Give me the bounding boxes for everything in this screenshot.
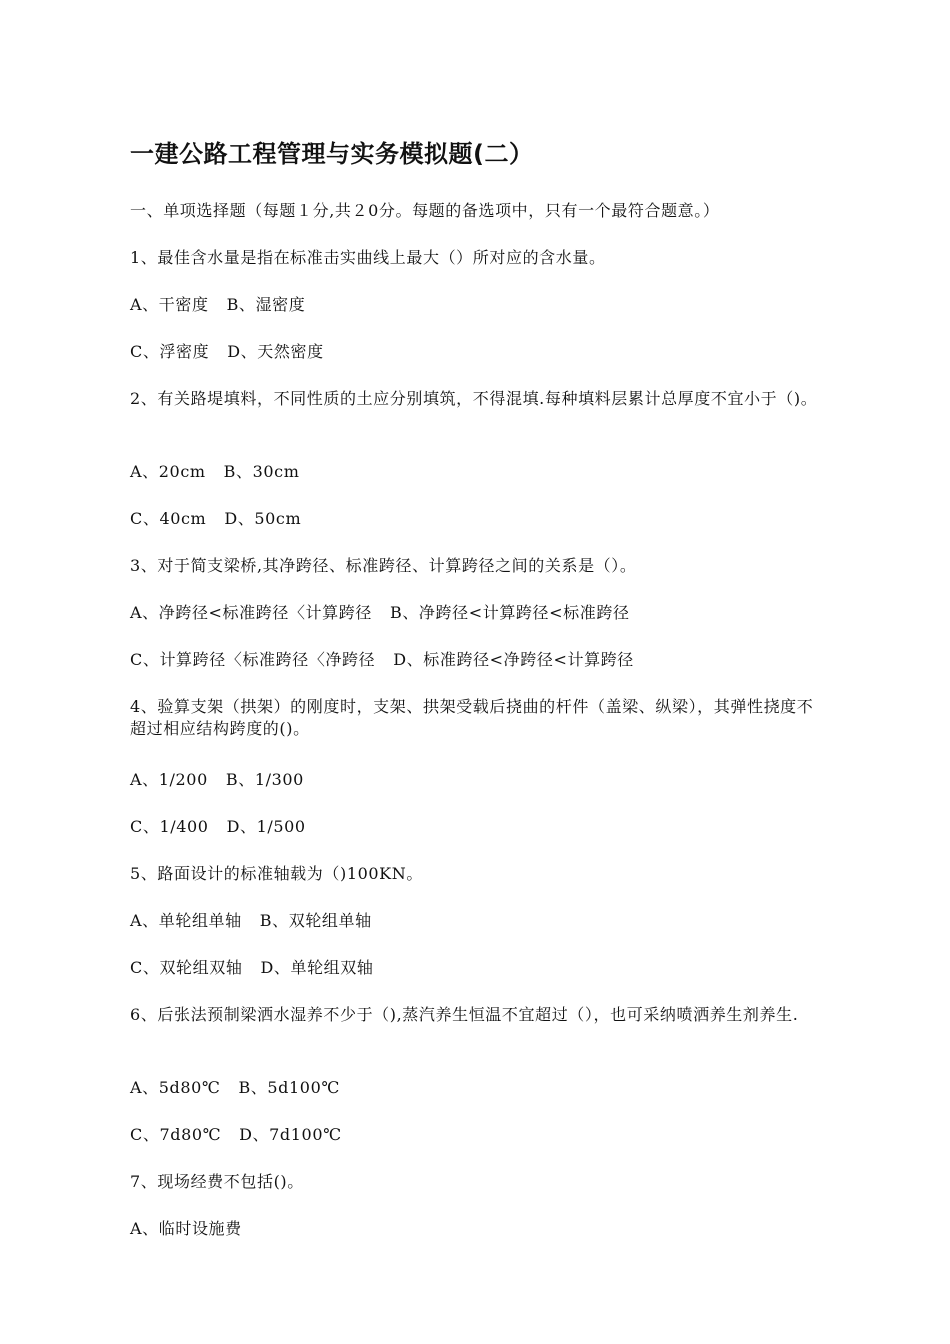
question-6-option-d: D、7d100℃ xyxy=(239,1125,342,1144)
question-6-options-row-1 xyxy=(130,1077,340,1099)
question-2-options-row-2 xyxy=(130,508,301,530)
question-4-stem: 4、验算支架（拱架）的刚度时，支架、拱架受载后挠曲的杆件（盖梁、纵梁），其弹性挠度不超过相应结构跨度的()。 xyxy=(130,697,814,738)
question-4-option-a: A、1/200 xyxy=(130,770,208,789)
question-2-options-row-1 xyxy=(130,461,300,483)
section-heading: 一、单项选择题（每题１分,共２0分。每题的备选项中，只有一个最符合题意。） xyxy=(130,201,720,220)
question-6-option-a: A、5d80℃ xyxy=(130,1078,221,1097)
question-6-option-b: B、5d100℃ xyxy=(238,1078,340,1097)
question-5-option-c: C、双轮组双轴 xyxy=(130,958,243,977)
question-1-option-a: A、干密度 xyxy=(130,295,209,314)
question-3-options-row-2 xyxy=(130,649,634,671)
question-3-option-c: C、计算跨径〈标准跨径〈净跨径 xyxy=(130,650,376,669)
question-4-options-row-2 xyxy=(130,816,306,838)
question-4-options-row-1 xyxy=(130,769,304,791)
question-6-stem: 6、后张法预制梁洒水湿养不少于（),蒸汽养生恒温不宜超过（），也可采纳喷洒养生剂养生. xyxy=(130,1005,799,1024)
question-1-options-row-2 xyxy=(130,341,324,363)
document-title: 一建公路工程管理与实务模拟题(二） xyxy=(130,140,534,168)
question-1-option-b: B、湿密度 xyxy=(226,295,306,314)
question-2-option-d: D、50cm xyxy=(224,509,302,528)
question-5-option-b: B、双轮组单轴 xyxy=(259,911,372,930)
question-7-stem: 7、现场经费不包括()。 xyxy=(130,1172,304,1191)
question-2-stem: 2、有关路堤填料，不同性质的土应分别填筑，不得混填.每种填料层累计总厚度不宜小于（)。 xyxy=(130,389,818,408)
question-2-option-a: A、20cm xyxy=(130,462,206,481)
question-5-option-a: A、单轮组单轴 xyxy=(130,911,242,930)
question-1-option-c: C、浮密度 xyxy=(130,342,210,361)
question-2-option-c: C、40cm xyxy=(130,509,207,528)
question-4-option-d: D、1/500 xyxy=(226,817,306,836)
question-2-option-b: B、30cm xyxy=(223,462,300,481)
question-5-option-d: D、单轮组双轴 xyxy=(260,958,374,977)
question-1-option-d: D、天然密度 xyxy=(227,342,324,361)
question-3-options-row-1 xyxy=(130,602,630,624)
question-5-stem: 5、路面设计的标准轴载为（)100KN。 xyxy=(130,864,423,883)
question-3-option-a: A、净跨径<标准跨径〈计算跨径 xyxy=(130,603,372,622)
question-1-options-row-1 xyxy=(130,294,305,316)
question-5-options-row-2 xyxy=(130,957,373,979)
question-5-options-row-1 xyxy=(130,910,372,932)
question-1-stem: 1、最佳含水量是指在标准击实曲线上最大（）所对应的含水量。 xyxy=(130,248,606,267)
question-3-option-b: B、净跨径<计算跨径<标准跨径 xyxy=(389,603,630,622)
question-3-option-d: D、标准跨径<净跨径<计算跨径 xyxy=(393,650,634,669)
question-6-option-c: C、7d80℃ xyxy=(130,1125,222,1144)
question-4-option-c: C、1/400 xyxy=(130,817,209,836)
question-3-stem: 3、对于简支梁桥,其净跨径、标准跨径、计算跨径之间的关系是（）。 xyxy=(130,556,637,575)
question-6-options-row-2 xyxy=(130,1124,342,1146)
question-4-option-b: B、1/300 xyxy=(225,770,304,789)
question-7-option-a: A、临时设施费 xyxy=(130,1219,242,1238)
